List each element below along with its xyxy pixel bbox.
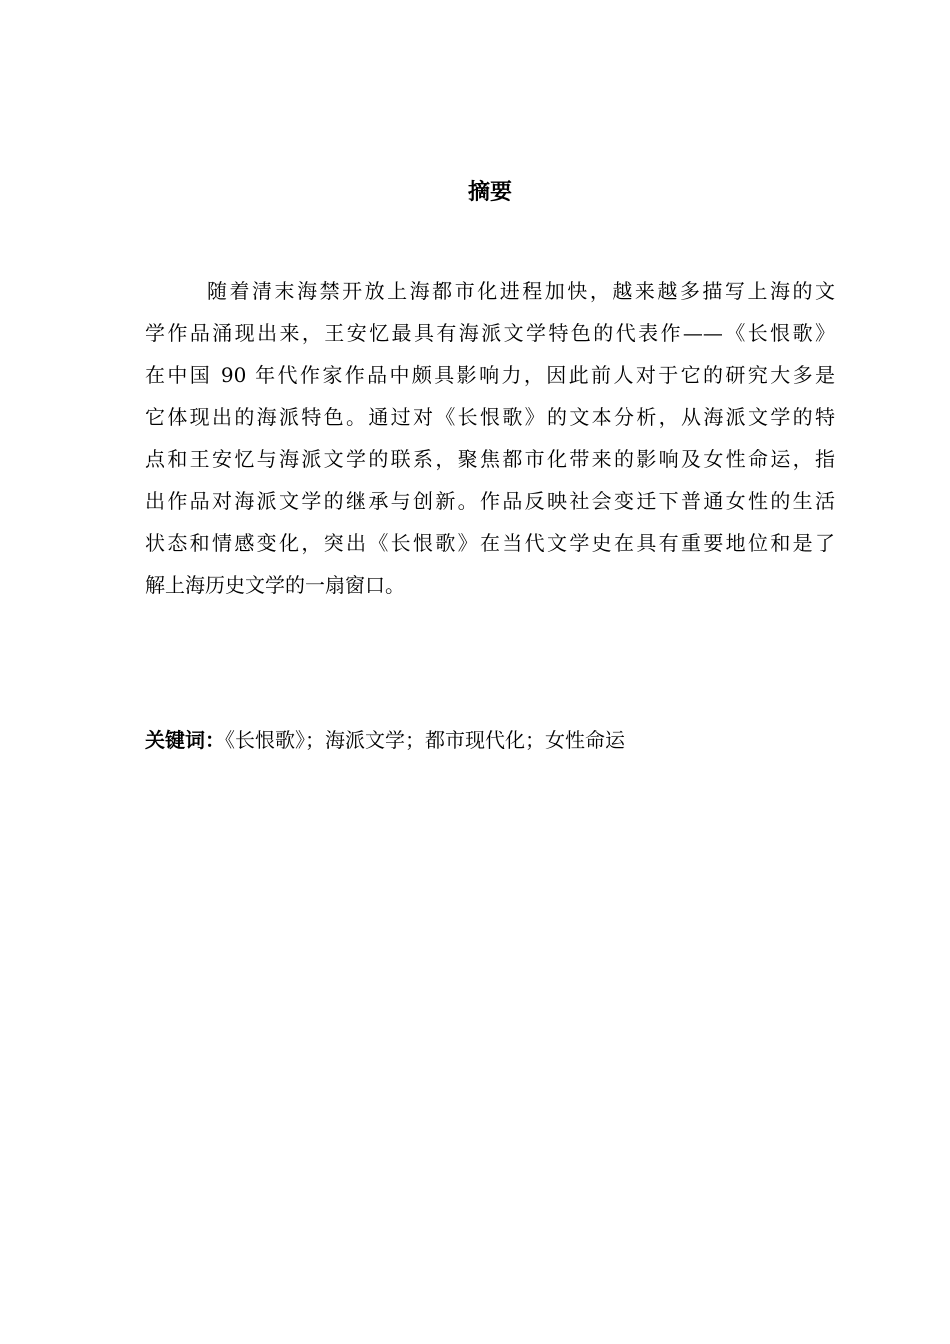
- abstract-body: [145, 270, 835, 606]
- keywords-text: 《长恨歌》；海派文学；都市现代化；女性命运: [225, 728, 625, 752]
- keywords-line: [145, 720, 625, 760]
- abstract-title: 摘要: [467, 180, 512, 205]
- abstract-line-4: 它体现出的海派特色。通过对《长恨歌》的文本分析，从海派文学的特: [145, 405, 835, 429]
- abstract-line-2: 学作品涌现出来，王安忆最具有海派文学特色的代表作——《长恨歌》: [145, 321, 835, 345]
- keywords-label: 关键词：: [145, 728, 225, 752]
- abstract-line-3: 在中国 90 年代作家作品中颇具影响力，因此前人对于它的研究大多是: [145, 363, 835, 387]
- abstract-line-5: 点和王安忆与海派文学的联系，聚焦都市化带来的影响及女性命运，指: [145, 447, 835, 471]
- abstract-line-6: 出作品对海派文学的继承与创新。作品反映社会变迁下普通女性的生活: [145, 489, 835, 513]
- abstract-line-8: 解上海历史文学的一扇窗口。: [145, 573, 405, 597]
- abstract-line-1: 随着清末海禁开放上海都市化进程加快，越来越多描写上海的文: [207, 279, 835, 303]
- abstract-line-7: 状态和情感变化，突出《长恨歌》在当代文学史在具有重要地位和是了: [145, 531, 835, 555]
